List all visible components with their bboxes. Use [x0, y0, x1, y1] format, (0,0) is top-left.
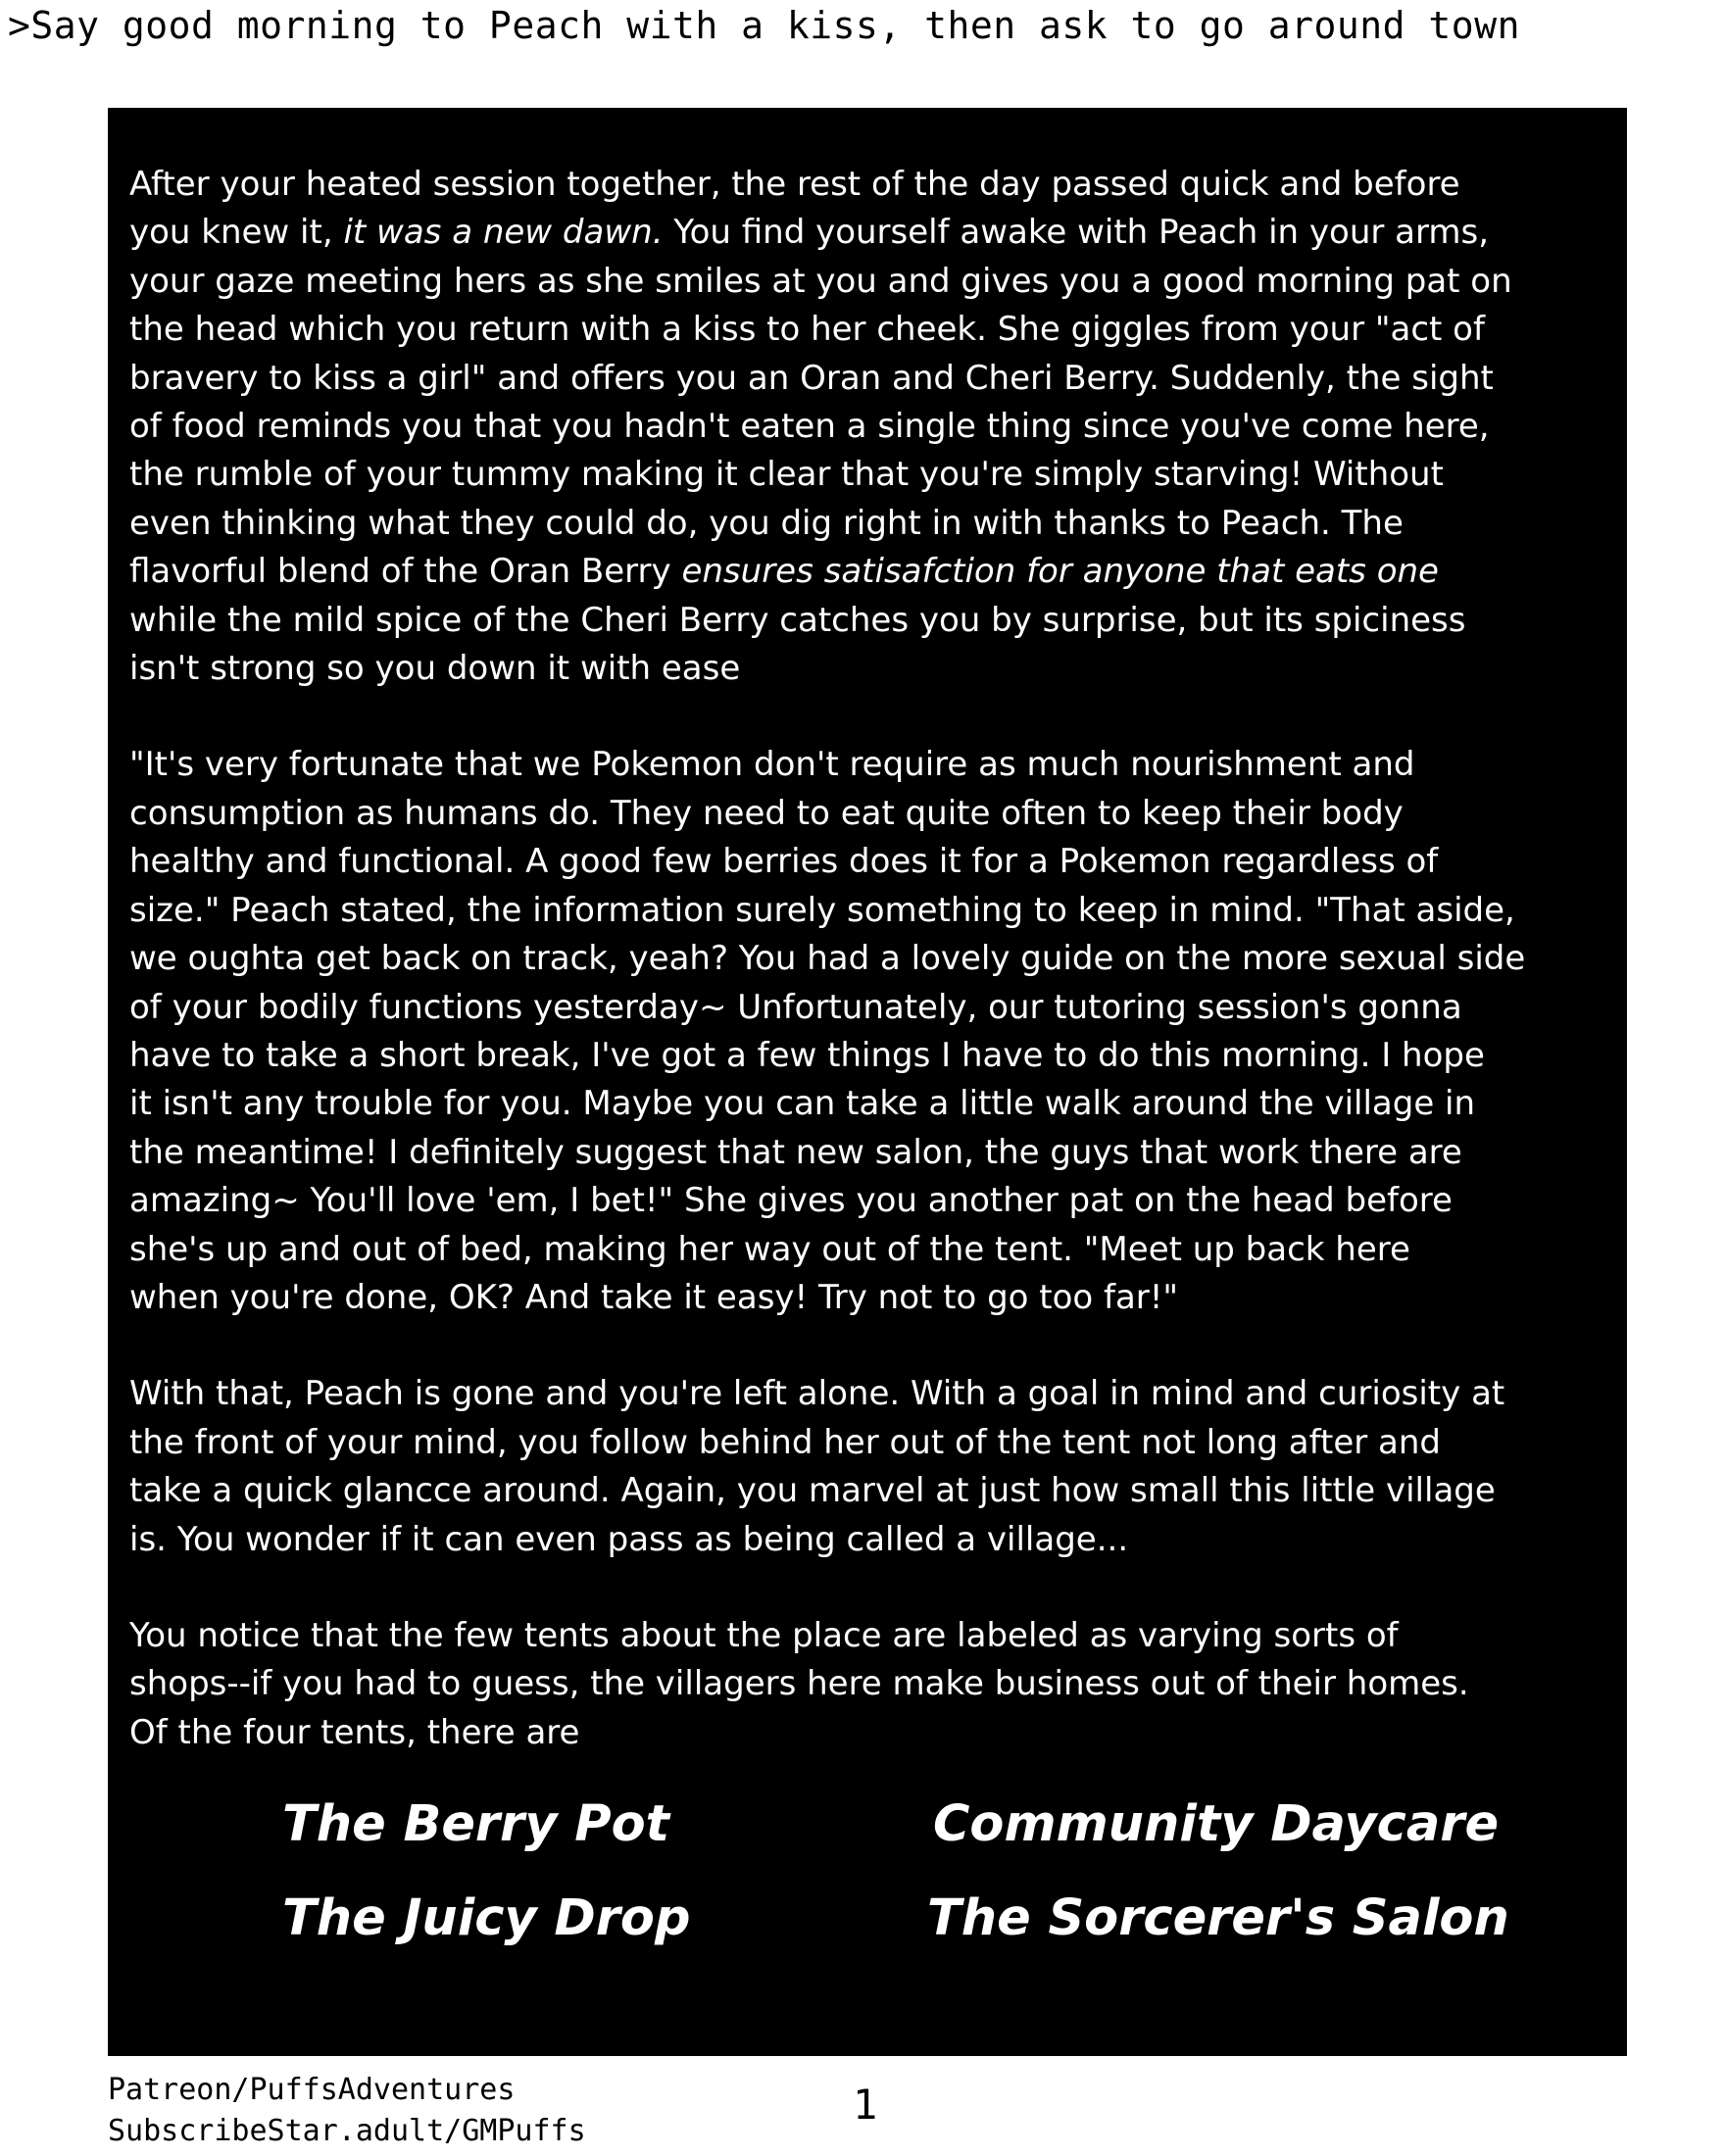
patreon-link[interactable]: Patreon/PuffsAdventures: [108, 2073, 516, 2107]
story-paragraph-1-part-c: while the mild spice of the Cheri Berry catches you by surprise, but its spiciness isn't strong so you down it with ease: [129, 600, 1466, 689]
action-prompt: >Say good morning to Peach with a kiss, then ask to go around town: [8, 4, 1520, 47]
story-paragraph-4: You notice that the few tents about the place are labeled as varying sorts of shops--if you had to guess, the villagers here make business out of their homes. Of the four tents, there are: [129, 1615, 1469, 1752]
shop-option-juicy-drop[interactable]: The Juicy Drop: [282, 1889, 691, 1947]
story-paragraph-3: With that, Peach is gone and you're left alone. With a goal in mind and curiosity at the front of your mind, you follow behind her out of the tent not long after and take a quick glancce around. Again, you marvel at just how small this little village is. You wonder if it can even pass as being called a village...: [129, 1374, 1505, 1559]
story-paragraph-1-emphasis-satisfaction: ensures satisafction for anyone that eats one: [681, 552, 1439, 592]
story-panel: [108, 108, 1627, 2056]
story-paragraph-1-part-b: You find yourself awake with Peach in your arms, your gaze meeting hers as she smiles at you and gives you a good morning pat on the head which you return with a kiss to her cheek. She giggles from your "act of bravery to kiss a girl" and offers you an Oran and Cheri Berry. Suddenly, the sight of food reminds you that you hadn't eaten a single thing since you've come here, the rumble of your tummy making it clear that you're simply starving! Without even thinking what they could do, you dig right in with thanks to Peach. The flavorful blend of the Oran Berry: [129, 213, 1512, 592]
shop-option-sorcerers-salon[interactable]: The Sorcerer's Salon: [927, 1889, 1509, 1947]
story-text: [129, 161, 1609, 1757]
footer-links: [108, 2070, 586, 2152]
subscribestar-link[interactable]: SubscribeStar.adult/GMPuffs: [108, 2114, 586, 2148]
shop-option-community-daycare[interactable]: Community Daycare: [933, 1795, 1500, 1853]
story-paragraph-1-emphasis-dawn: it was a new dawn.: [343, 213, 664, 253]
story-paragraph-2: "It's very fortunate that we Pokemon don't require as much nourishment and consumption as humans do. They need to eat quite often to keep their body healthy and functional. A good few berries does it for a Pokemon regardless of size." Peach stated, the information surely something to keep in mind. "That aside, we oughta get back on track, yeah? You had a lovely guide on the more sexual side of your bodily functions yesterday~ Unfortunately, our tutoring session's gonna have to take a short break, I've got a few things I have to do this morning. I hope it isn't any trouble for you. Maybe you can take a little walk around the village in the meantime! I definitely suggest that new salon, the guys that work there are amazing~ You'll love 'em, I bet!" She gives you another pat on the head before she's up and out of bed, making her way out of the tent. "Meet up back here when you're done, OK? And take it easy! Try not to go too far!": [129, 745, 1526, 1317]
story-paragraph-1-part-a: After your heated session together, the rest of the day passed quick and before you knew it,: [129, 165, 1460, 253]
page-number: 1: [853, 2081, 878, 2129]
story-paragraph-1: [129, 161, 1609, 693]
shop-option-berry-pot[interactable]: The Berry Pot: [282, 1795, 670, 1853]
